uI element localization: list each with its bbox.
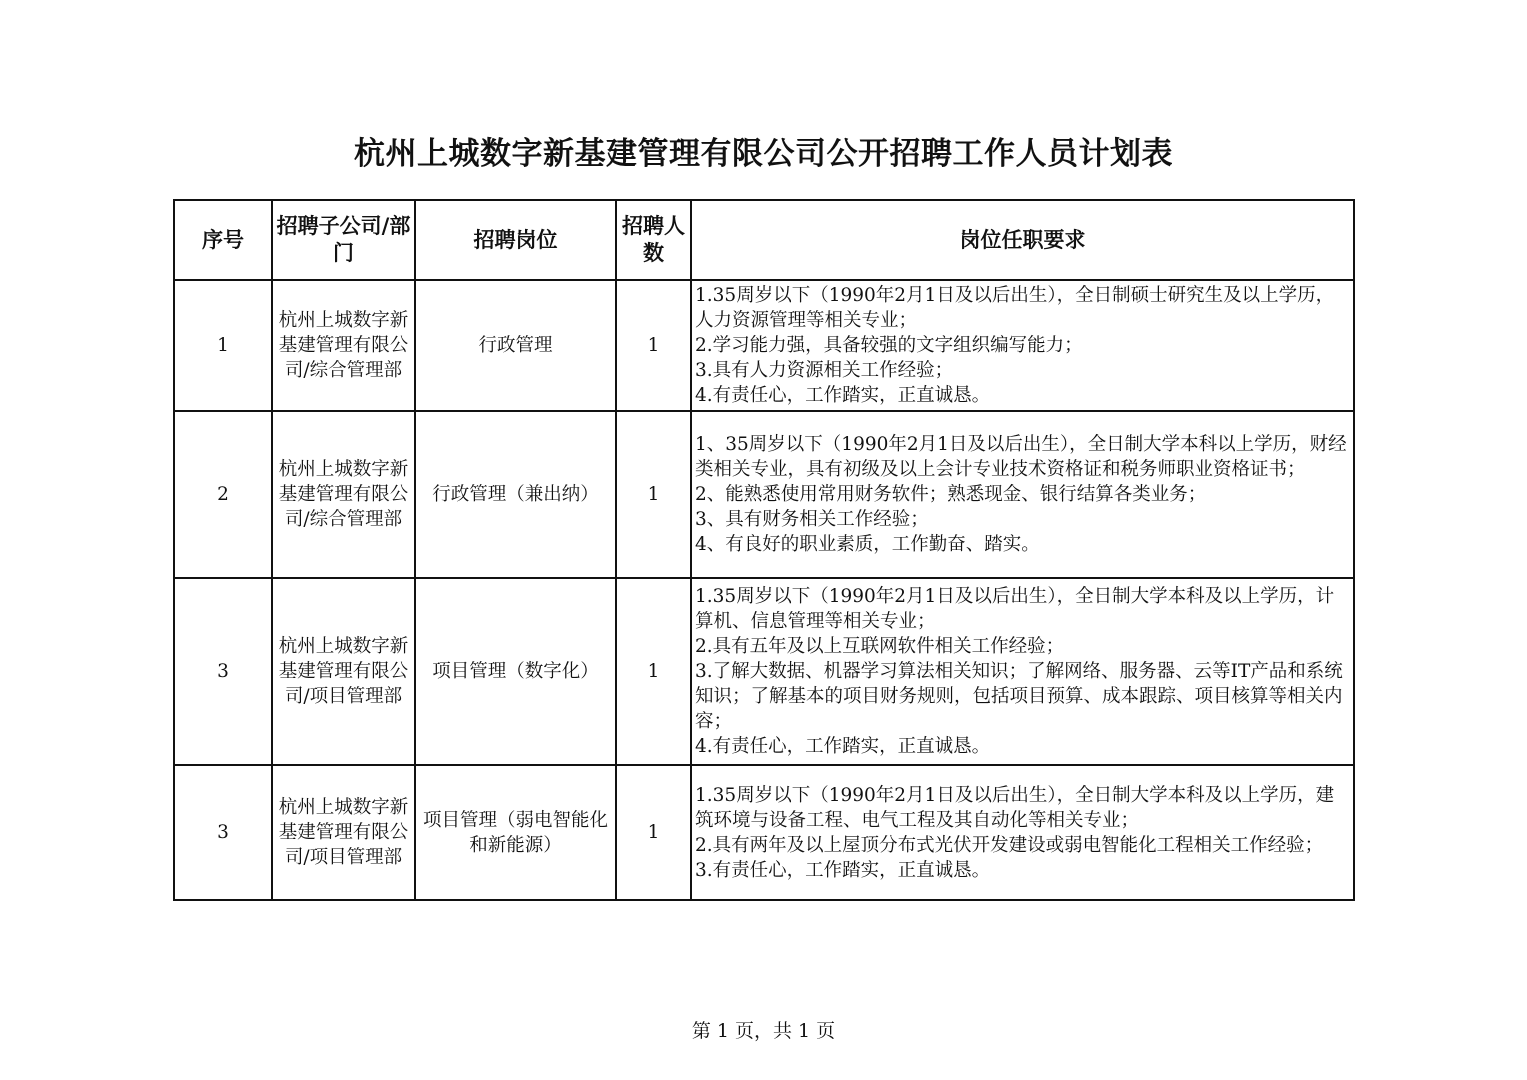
cell-dept: 杭州上城数字新基建管理有限公司/项目管理部 xyxy=(272,765,415,900)
header-requirements: 岗位任职要求 xyxy=(691,200,1354,280)
cell-dept: 杭州上城数字新基建管理有限公司/综合管理部 xyxy=(272,411,415,578)
cell-count: 1 xyxy=(616,578,691,765)
cell-dept: 杭州上城数字新基建管理有限公司/项目管理部 xyxy=(272,578,415,765)
requirement-line: 2.具有两年及以上屋顶分布式光伏开发建设或弱电智能化工程相关工作经验； xyxy=(695,834,1324,856)
table-row xyxy=(174,280,1354,411)
requirement-line: 2.学习能力强，具备较强的文字组织编写能力； xyxy=(695,335,1083,356)
requirement-line: 4.有责任心，工作踏实，正直诚恳。 xyxy=(695,736,991,757)
cell-post: 行政管理（兼出纳） xyxy=(415,411,616,578)
requirement-line: 1、35周岁以下（1990年2月1日及以后出生），全日制大学本科以上学历，财经类相关专业，具有初级及以上会计专业技术资格证和税务师职业资格证书； xyxy=(695,434,1347,480)
header-post: 招聘岗位 xyxy=(415,200,616,280)
cell-seq: 3 xyxy=(174,765,272,900)
requirement-line: 3.具有人力资源相关工作经验； xyxy=(695,360,954,381)
header-seq: 序号 xyxy=(174,200,272,280)
requirement-line: 4、有良好的职业素质，工作勤奋、踏实。 xyxy=(695,534,1040,555)
requirement-line: 2.具有五年及以上互联网软件相关工作经验； xyxy=(695,636,1065,657)
cell-seq: 2 xyxy=(174,411,272,578)
cell-requirements xyxy=(691,765,1354,900)
requirement-line: 2、能熟悉使用常用财务软件；熟悉现金、银行结算各类业务； xyxy=(695,484,1207,505)
requirement-line: 1.35周岁以下（1990年2月1日及以后出生），全日制硕士研究生及以上学历，人力资源管理等相关专业； xyxy=(695,285,1335,331)
cell-dept: 杭州上城数字新基建管理有限公司/综合管理部 xyxy=(272,280,415,411)
cell-post: 项目管理（数字化） xyxy=(415,578,616,765)
requirement-line: 1.35周岁以下（1990年2月1日及以后出生），全日制大学本科及以上学历，建筑环境与设备工程、电气工程及其自动化等相关专业； xyxy=(695,784,1335,831)
table-header-row xyxy=(174,200,1354,280)
requirement-line: 3.了解大数据、机器学习算法相关知识；了解网络、服务器、云等IT产品和系统知识；了解基本的项目财务规则，包括项目预算、成本跟踪、项目核算等相关内容； xyxy=(695,661,1343,732)
page-number: 第 1 页，共 1 页 xyxy=(691,1020,836,1042)
cell-seq: 1 xyxy=(174,280,272,411)
requirement-line: 3.有责任心，工作踏实，正直诚恳。 xyxy=(695,859,991,881)
requirement-line: 1.35周岁以下（1990年2月1日及以后出生），全日制大学本科及以上学历，计算机、信息管理等相关专业； xyxy=(695,586,1335,632)
recruitment-plan-table xyxy=(173,199,1355,901)
cell-requirements xyxy=(691,578,1354,765)
page-title: 杭州上城数字新基建管理有限公司公开招聘工作人员计划表 xyxy=(354,136,1173,172)
table-row xyxy=(174,765,1354,900)
cell-post: 行政管理 xyxy=(415,280,616,411)
cell-count: 1 xyxy=(616,411,691,578)
requirement-line: 4.有责任心，工作踏实，正直诚恳。 xyxy=(695,385,991,406)
cell-post: 项目管理（弱电智能化和新能源） xyxy=(415,765,616,900)
cell-requirements xyxy=(691,411,1354,578)
cell-seq: 3 xyxy=(174,578,272,765)
table-row xyxy=(174,411,1354,578)
table-row xyxy=(174,578,1354,765)
requirement-line: 3、具有财务相关工作经验； xyxy=(695,509,929,530)
header-count: 招聘人数 xyxy=(616,200,691,280)
header-dept: 招聘子公司/部门 xyxy=(272,200,415,280)
cell-count: 1 xyxy=(616,280,691,411)
cell-count: 1 xyxy=(616,765,691,900)
cell-requirements xyxy=(691,280,1354,411)
